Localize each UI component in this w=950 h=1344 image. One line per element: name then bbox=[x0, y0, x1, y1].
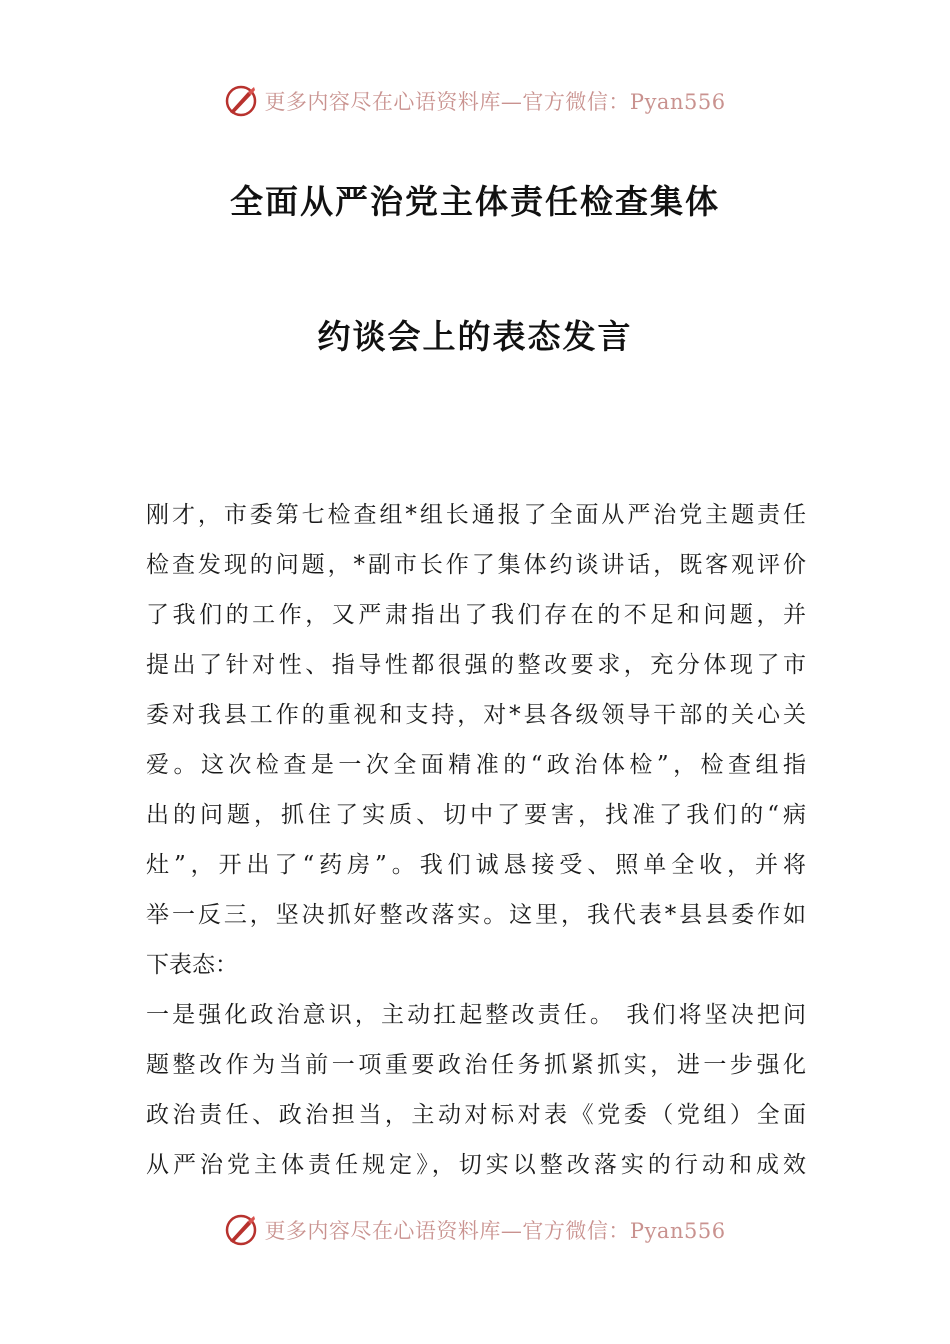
watermark-text: 更多内容尽在心语资料库—官方微信：Pyan556 bbox=[264, 1219, 726, 1243]
body-line: 题整改作为当前一项重要政治任务抓紧抓实，进一步强化 bbox=[146, 1052, 806, 1078]
watermark-banner-bottom bbox=[0, 1213, 950, 1247]
body-line: 一是强化政治意识，主动扛起整改责任。 我们将坚决把问 bbox=[146, 1002, 806, 1028]
body-line: 从严治党主体责任规定》，切实以整改落实的行动和成效 bbox=[146, 1152, 806, 1178]
body-line: 委对我县工作的重视和支持，对*县各级领导干部的关心关 bbox=[146, 702, 806, 728]
watermark-banner-top bbox=[0, 84, 950, 118]
body-line: 刚才，市委第七检查组*组长通报了全面从严治党主题责任 bbox=[146, 502, 806, 528]
body-line: 了我们的工作，又严肃指出了我们存在的不足和问题，并 bbox=[146, 602, 806, 628]
body-line: 政治责任、政治担当，主动对标对表《党委（党组）全面 bbox=[146, 1102, 806, 1128]
body-line: 爱。这次检查是一次全面精准的“政治体检”，检查组指 bbox=[146, 752, 806, 778]
quill-pen-seal-icon bbox=[224, 1213, 258, 1247]
watermark-text: 更多内容尽在心语资料库—官方微信：Pyan556 bbox=[264, 90, 726, 114]
body-text bbox=[146, 490, 806, 1190]
body-line: 灶”，开出了“药房”。我们诚恳接受、照单全收，并将 bbox=[146, 852, 806, 878]
document-title-line-2: 约谈会上的表态发言 bbox=[317, 317, 633, 356]
body-line: 出的问题，抓住了实质、切中了要害，找准了我们的“病 bbox=[146, 802, 806, 828]
body-line: 检查发现的问题，*副市长作了集体约谈讲话，既客观评价 bbox=[146, 552, 806, 578]
document-title-line-1: 全面从严治党主体责任检查集体 bbox=[230, 182, 720, 221]
quill-pen-seal-icon bbox=[224, 84, 258, 118]
body-line: 下表态： bbox=[146, 952, 238, 978]
body-line: 举一反三，坚决抓好整改落实。这里，我代表*县县委作如 bbox=[146, 902, 806, 928]
body-line: 提出了针对性、指导性都很强的整改要求，充分体现了市 bbox=[146, 652, 806, 678]
